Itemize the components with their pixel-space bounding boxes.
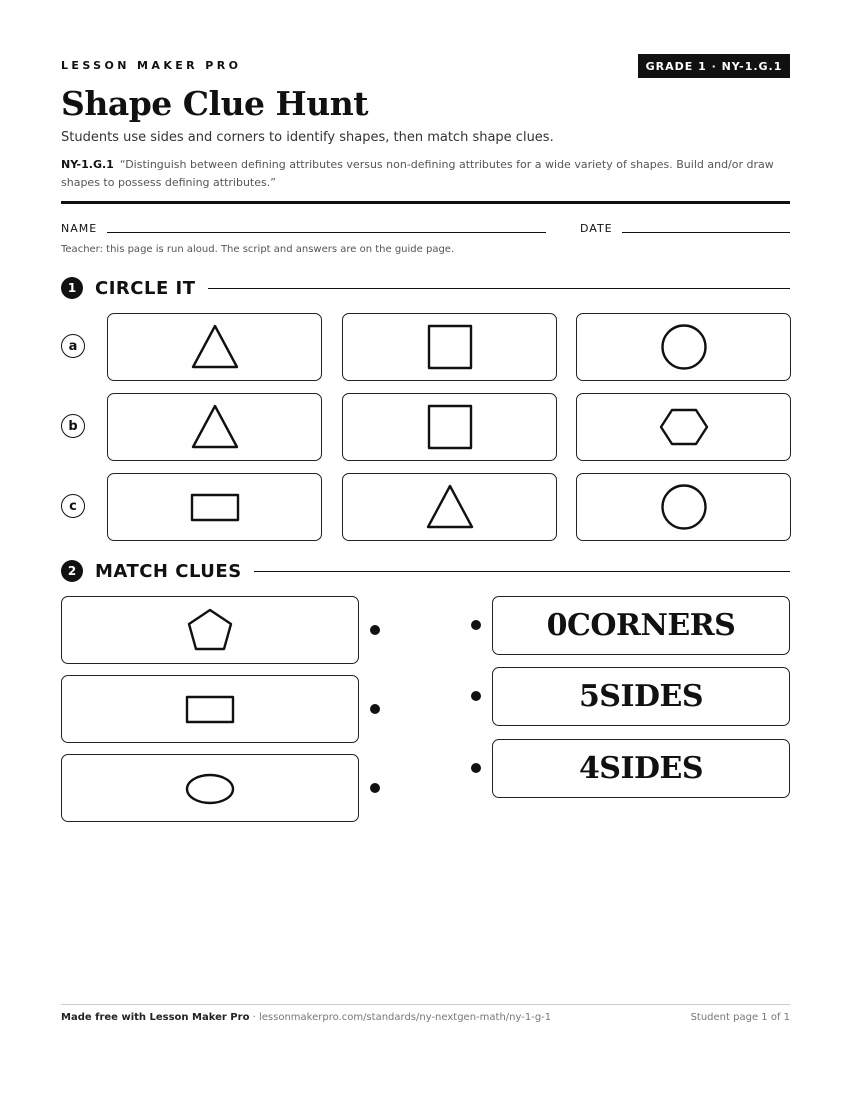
page-subtitle: Students use sides and corners to identify shapes, then match shape clues.: [61, 130, 554, 145]
footer-divider: [61, 1004, 790, 1005]
shape-choice-card[interactable]: [342, 313, 557, 381]
footer-credit: [61, 1012, 551, 1023]
triangle-icon: [420, 482, 480, 532]
match-shape-card[interactable]: [61, 596, 359, 664]
match-dot-left[interactable]: [370, 625, 380, 635]
date-label: DATE: [580, 222, 613, 235]
section-match-clues-header: [61, 559, 790, 583]
row-label-a: a: [61, 334, 85, 358]
section-rule: [254, 571, 790, 572]
match-shape-card[interactable]: [61, 754, 359, 822]
brand-name: LESSON MAKER PRO: [61, 59, 242, 72]
rectangle-icon: [180, 684, 240, 734]
worksheet-page: [61, 0, 790, 1100]
date-field[interactable]: [622, 232, 790, 233]
section-title: CIRCLE IT: [95, 277, 196, 299]
clue-card[interactable]: [492, 596, 790, 655]
circle-icon: [654, 322, 714, 372]
shape-choice-card[interactable]: [107, 473, 322, 541]
section-number: 1: [61, 277, 83, 299]
shape-choice-card[interactable]: [576, 473, 791, 541]
shape-choice-card[interactable]: [576, 393, 791, 461]
section-rule: [208, 288, 791, 289]
clue-text: 0CORNERS: [546, 608, 736, 643]
shape-choice-card[interactable]: [107, 313, 322, 381]
name-field[interactable]: [107, 232, 546, 233]
match-shape-card[interactable]: [61, 675, 359, 743]
grade-badge: GRADE 1 · NY-1.G.1: [638, 54, 790, 78]
match-dot-right[interactable]: [471, 763, 481, 773]
match-dot-right[interactable]: [471, 620, 481, 630]
footer-page-number: Student page 1 of 1: [690, 1012, 790, 1023]
square-icon: [420, 402, 480, 452]
footer-url: · lessonmakerpro.com/standards/ny-nextgen-math/ny-1-g-1: [249, 1012, 552, 1023]
shape-choice-card[interactable]: [107, 393, 322, 461]
clue-card[interactable]: [492, 667, 790, 726]
footer-made-with: Made free with Lesson Maker Pro: [61, 1012, 250, 1023]
match-dot-right[interactable]: [471, 691, 481, 701]
pentagon-icon: [180, 605, 240, 655]
oval-icon: [180, 763, 240, 813]
standard-code: NY-1.G.1: [61, 158, 114, 171]
square-icon: [420, 322, 480, 372]
hexagon-icon: [654, 402, 714, 452]
clue-text: 4SIDES: [578, 751, 704, 786]
section-title: MATCH CLUES: [95, 560, 242, 582]
teacher-note: Teacher: this page is run aloud. The script and answers are on the guide page.: [61, 244, 455, 255]
page-title: Shape Clue Hunt: [61, 84, 368, 123]
standard-text: “Distinguish between defining attributes versus non-defining attributes for a wide variety of shapes. Build and/or draw shapes to possess defining attributes.”: [61, 158, 774, 189]
shape-choice-card[interactable]: [342, 473, 557, 541]
section-circle-it-header: [61, 276, 790, 300]
clue-card[interactable]: [492, 739, 790, 798]
rectangle-icon: [185, 482, 245, 532]
circle-icon: [654, 482, 714, 532]
triangle-icon: [185, 322, 245, 372]
standard-description: [61, 156, 790, 192]
name-label: NAME: [61, 222, 98, 235]
shape-choice-card[interactable]: [576, 313, 791, 381]
triangle-icon: [185, 402, 245, 452]
match-dot-left[interactable]: [370, 783, 380, 793]
shape-choice-card[interactable]: [342, 393, 557, 461]
row-label-b: b: [61, 414, 85, 438]
clue-text: 5SIDES: [578, 679, 704, 714]
header-divider: [61, 201, 790, 204]
row-label-c: c: [61, 494, 85, 518]
section-number: 2: [61, 560, 83, 582]
match-dot-left[interactable]: [370, 704, 380, 714]
